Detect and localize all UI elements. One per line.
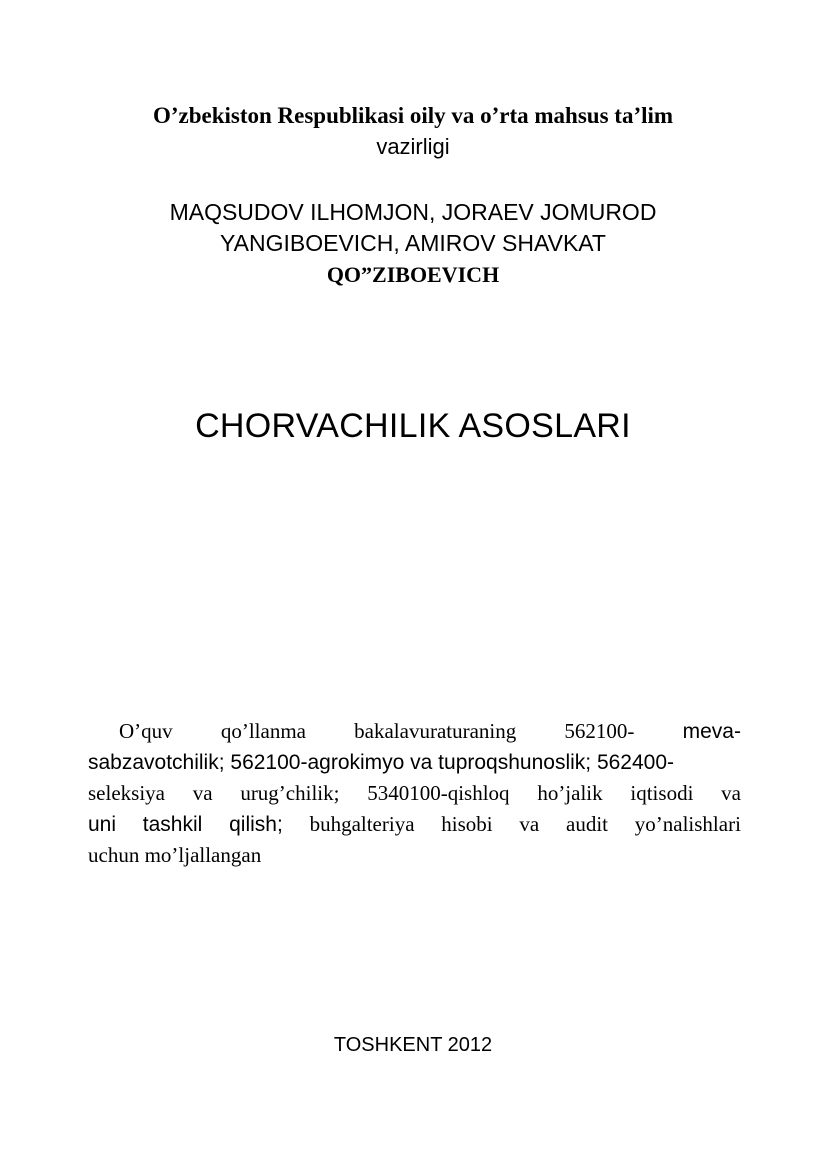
purpose-line-4 (88, 809, 741, 840)
purpose-word: uni (88, 813, 117, 836)
purpose-word: qilish; (229, 813, 283, 836)
purpose-word: seleksiya (88, 781, 165, 805)
purpose-line-1 (88, 716, 741, 747)
purpose-word: 562100- (564, 719, 635, 743)
purpose-word: ho’jalik (537, 781, 603, 805)
purpose-word: yo’nalishlari (634, 812, 741, 836)
purpose-word: va (519, 812, 540, 836)
authors-line3: QO”ZIBOEVICH (326, 262, 500, 287)
authors-line2: YANGIBOEVICH, AMIROV SHAVKAT (220, 230, 606, 256)
purpose-word: iqtisodi (630, 781, 694, 805)
ministry-name-line1: O’zbekiston Respublikasi oily va o’rta mahsus ta’lim (152, 103, 674, 128)
purpose-word: buhgalteriya (309, 812, 415, 836)
purpose-word: qo’llanma (220, 719, 306, 743)
purpose-word: tashkil (142, 813, 203, 836)
purpose-word: audit (566, 812, 608, 836)
purpose-word: O’quv (119, 719, 173, 743)
city-year: TOSHKENT 2012 (333, 1034, 493, 1056)
purpose-paragraph (88, 716, 741, 871)
purpose-word: 5340100-qishloq (367, 781, 510, 805)
purpose-word: bakalavuraturaning (354, 719, 517, 743)
purpose-word: va (721, 781, 741, 805)
purpose-line-5 (88, 840, 741, 871)
purpose-word: urug’chilik; (240, 781, 340, 805)
purpose-line-3 (88, 778, 741, 809)
purpose-word: meva- (682, 720, 741, 743)
authors-line1: MAQSUDOV ILHOMJON, JORAEV JOMUROD (169, 199, 657, 225)
purpose-word: va (192, 781, 213, 805)
purpose-line-2 (88, 747, 741, 778)
purpose-line-2-text: sabzavotchilik; 562100-agrokimyo va tuproqshunoslik; 562400- (88, 751, 675, 774)
ministry-name-line2: vazirligi (376, 134, 450, 159)
book-title: CHORVACHILIK ASOSLARI (195, 407, 631, 445)
purpose-line-5-text: uchun mo’ljallangan (88, 843, 262, 867)
purpose-word: hisobi (441, 812, 493, 836)
